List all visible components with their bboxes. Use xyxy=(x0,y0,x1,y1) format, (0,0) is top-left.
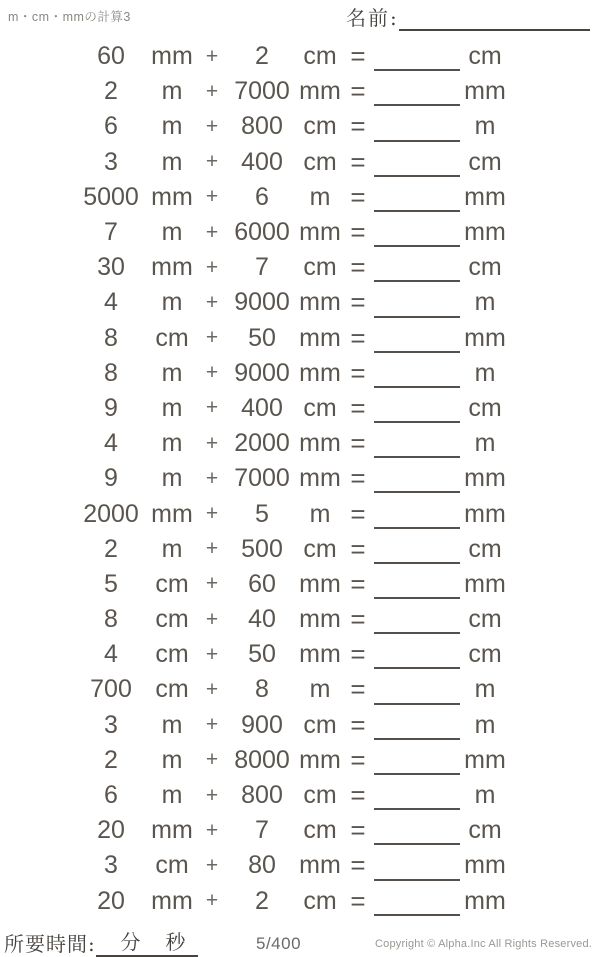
answer-unit: mm xyxy=(464,182,506,211)
equals-sign: = xyxy=(350,287,366,318)
plus-operator: + xyxy=(205,607,219,631)
equals-sign: = xyxy=(350,780,366,811)
operand2-unit: m xyxy=(309,182,331,211)
equals-sign: = xyxy=(350,744,366,775)
equals-sign: = xyxy=(350,639,366,670)
operand2-unit: cm xyxy=(303,112,337,141)
operand2-unit: mm xyxy=(299,605,341,634)
operand1-value: 5000 xyxy=(83,182,139,211)
answer-blank-line xyxy=(374,39,460,71)
answer-blank-line xyxy=(374,461,460,493)
operand1-value: 60 xyxy=(97,42,125,71)
operand2-unit: m xyxy=(309,675,331,704)
equals-sign: = xyxy=(350,392,366,423)
problems-list xyxy=(0,39,600,919)
operand1-value: 20 xyxy=(97,886,125,915)
problem-row xyxy=(0,848,600,883)
problem-row xyxy=(0,532,600,567)
operand2-value: 6 xyxy=(255,182,269,211)
answer-unit: m xyxy=(474,358,496,387)
answer-unit: cm xyxy=(468,42,502,71)
answer-unit: cm xyxy=(468,534,502,563)
operand1-unit: cm xyxy=(155,605,189,634)
plus-operator: + xyxy=(205,502,219,526)
answer-blank-line xyxy=(374,532,460,564)
equals-sign: = xyxy=(350,885,366,916)
plus-operator: + xyxy=(205,889,219,913)
answer-unit: mm xyxy=(464,499,506,528)
operand1-unit: mm xyxy=(151,253,193,282)
answer-unit: mm xyxy=(464,323,506,352)
operand2-value: 2 xyxy=(255,886,269,915)
equals-sign: = xyxy=(350,41,366,72)
operand2-unit: cm xyxy=(303,147,337,176)
operand2-unit: cm xyxy=(303,816,337,845)
problem-row xyxy=(0,39,600,74)
operand1-unit: m xyxy=(161,147,183,176)
answer-unit: mm xyxy=(464,851,506,880)
answer-blank-line xyxy=(374,426,460,458)
operand2-value: 7000 xyxy=(234,77,290,106)
operand2-value: 2 xyxy=(255,42,269,71)
operand1-value: 4 xyxy=(104,429,118,458)
problem-row xyxy=(0,602,600,637)
equals-sign: = xyxy=(350,498,366,529)
problem-row xyxy=(0,426,600,461)
operand1-value: 20 xyxy=(97,816,125,845)
operand1-unit: mm xyxy=(151,42,193,71)
problem-row xyxy=(0,74,600,109)
name-label: 名前: xyxy=(346,6,399,30)
equals-sign: = xyxy=(350,428,366,459)
plus-operator: + xyxy=(205,572,219,596)
operand2-unit: mm xyxy=(299,851,341,880)
operand1-value: 7 xyxy=(104,218,118,247)
operand2-unit: mm xyxy=(299,745,341,774)
operand1-unit: m xyxy=(161,77,183,106)
time-required-label: 所要時間: xyxy=(4,932,96,956)
plus-operator: + xyxy=(205,220,219,244)
operand1-value: 3 xyxy=(104,147,118,176)
time-blank-line xyxy=(96,930,198,957)
operand2-unit: cm xyxy=(303,393,337,422)
answer-unit: cm xyxy=(468,393,502,422)
answer-blank-line xyxy=(374,778,460,810)
equals-sign: = xyxy=(350,76,366,107)
operand1-value: 6 xyxy=(104,781,118,810)
problem-row xyxy=(0,215,600,250)
operand2-value: 8000 xyxy=(234,745,290,774)
problem-row xyxy=(0,637,600,672)
operand2-unit: mm xyxy=(299,429,341,458)
operand2-unit: mm xyxy=(299,77,341,106)
answer-blank-line xyxy=(374,285,460,317)
time-required-block xyxy=(4,928,198,957)
plus-operator: + xyxy=(205,466,219,490)
answer-blank-line xyxy=(374,145,460,177)
problem-row xyxy=(0,708,600,743)
equals-sign: = xyxy=(350,181,366,212)
plus-operator: + xyxy=(205,326,219,350)
operand1-unit: m xyxy=(161,218,183,247)
operand2-value: 400 xyxy=(241,147,283,176)
operand2-value: 6000 xyxy=(234,218,290,247)
operand2-value: 50 xyxy=(248,323,276,352)
plus-operator: + xyxy=(205,185,219,209)
equals-sign: = xyxy=(350,850,366,881)
operand2-value: 500 xyxy=(241,534,283,563)
operand1-unit: m xyxy=(161,358,183,387)
worksheet-title: m・cm・mmの計算3 xyxy=(8,10,131,24)
operand1-unit: m xyxy=(161,534,183,563)
answer-blank-line xyxy=(374,567,460,599)
plus-operator: + xyxy=(205,150,219,174)
operand2-value: 60 xyxy=(248,569,276,598)
operand2-value: 2000 xyxy=(234,429,290,458)
seconds-label: 秒 xyxy=(165,930,186,954)
answer-unit: mm xyxy=(464,886,506,915)
operand1-unit: mm xyxy=(151,886,193,915)
answer-unit: m xyxy=(474,710,496,739)
answer-unit: m xyxy=(474,288,496,317)
operand1-value: 8 xyxy=(104,323,118,352)
operand1-value: 4 xyxy=(104,640,118,669)
operand1-unit: cm xyxy=(155,675,189,704)
operand1-value: 30 xyxy=(97,253,125,282)
plus-operator: + xyxy=(205,396,219,420)
equals-sign: = xyxy=(350,111,366,142)
operand2-value: 7 xyxy=(255,816,269,845)
operand2-value: 800 xyxy=(241,112,283,141)
equals-sign: = xyxy=(350,709,366,740)
answer-unit: mm xyxy=(464,464,506,493)
equals-sign: = xyxy=(350,674,366,705)
operand2-unit: cm xyxy=(303,710,337,739)
operand2-value: 800 xyxy=(241,781,283,810)
operand2-value: 7 xyxy=(255,253,269,282)
operand2-unit: mm xyxy=(299,323,341,352)
equals-sign: = xyxy=(350,533,366,564)
operand1-unit: mm xyxy=(151,182,193,211)
answer-blank-line xyxy=(374,637,460,669)
operand2-value: 400 xyxy=(241,393,283,422)
answer-unit: m xyxy=(474,781,496,810)
plus-operator: + xyxy=(205,79,219,103)
answer-blank-line xyxy=(374,109,460,141)
answer-blank-line xyxy=(374,496,460,528)
answer-unit: m xyxy=(474,675,496,704)
answer-unit: m xyxy=(474,112,496,141)
page-number: 5/400 xyxy=(256,934,302,953)
problem-row xyxy=(0,109,600,144)
operand2-value: 5 xyxy=(255,499,269,528)
operand1-unit: m xyxy=(161,288,183,317)
equals-sign: = xyxy=(350,217,366,248)
problem-row xyxy=(0,884,600,919)
problem-row xyxy=(0,496,600,531)
plus-operator: + xyxy=(205,114,219,138)
operand2-value: 7000 xyxy=(234,464,290,493)
operand1-value: 8 xyxy=(104,605,118,634)
answer-blank-line xyxy=(374,74,460,106)
problem-row xyxy=(0,391,600,426)
operand1-value: 4 xyxy=(104,288,118,317)
answer-unit: cm xyxy=(468,147,502,176)
equals-sign: = xyxy=(350,463,366,494)
plus-operator: + xyxy=(205,818,219,842)
operand2-unit: cm xyxy=(303,534,337,563)
operand1-unit: mm xyxy=(151,499,193,528)
operand1-value: 6 xyxy=(104,112,118,141)
answer-unit: mm xyxy=(464,745,506,774)
operand1-unit: m xyxy=(161,745,183,774)
plus-operator: + xyxy=(205,853,219,877)
answer-blank-line xyxy=(374,356,460,388)
plus-operator: + xyxy=(205,677,219,701)
operand2-value: 80 xyxy=(248,851,276,880)
problem-row xyxy=(0,145,600,180)
problem-row xyxy=(0,567,600,602)
plus-operator: + xyxy=(205,431,219,455)
operand2-value: 8 xyxy=(255,675,269,704)
plus-operator: + xyxy=(205,44,219,68)
operand2-unit: cm xyxy=(303,42,337,71)
answer-blank-line xyxy=(374,672,460,704)
answer-unit: mm xyxy=(464,218,506,247)
answer-blank-line xyxy=(374,708,460,740)
plus-operator: + xyxy=(205,537,219,561)
copyright-notice: Copyright © Alpha.Inc All Rights Reserved. xyxy=(375,938,593,950)
operand1-unit: m xyxy=(161,710,183,739)
plus-operator: + xyxy=(205,748,219,772)
operand2-unit: mm xyxy=(299,358,341,387)
plus-operator: + xyxy=(205,713,219,737)
operand1-value: 3 xyxy=(104,710,118,739)
answer-blank-line xyxy=(374,884,460,916)
operand2-unit: mm xyxy=(299,569,341,598)
problem-row xyxy=(0,672,600,707)
answer-blank-line xyxy=(374,215,460,247)
problem-row xyxy=(0,356,600,391)
operand1-unit: cm xyxy=(155,323,189,352)
operand2-unit: mm xyxy=(299,464,341,493)
operand2-unit: mm xyxy=(299,218,341,247)
plus-operator: + xyxy=(205,361,219,385)
operand2-unit: cm xyxy=(303,781,337,810)
answer-blank-line xyxy=(374,321,460,353)
equals-sign: = xyxy=(350,357,366,388)
equals-sign: = xyxy=(350,568,366,599)
operand1-unit: m xyxy=(161,393,183,422)
operand1-value: 5 xyxy=(104,569,118,598)
answer-unit: cm xyxy=(468,816,502,845)
operand2-unit: mm xyxy=(299,288,341,317)
equals-sign: = xyxy=(350,252,366,283)
operand2-value: 9000 xyxy=(234,358,290,387)
operand2-unit: cm xyxy=(303,253,337,282)
operand1-unit: cm xyxy=(155,569,189,598)
operand1-unit: cm xyxy=(155,640,189,669)
plus-operator: + xyxy=(205,255,219,279)
operand2-value: 900 xyxy=(241,710,283,739)
answer-blank-line xyxy=(374,848,460,880)
answer-blank-line xyxy=(374,180,460,212)
answer-blank-line xyxy=(374,602,460,634)
operand2-unit: m xyxy=(309,499,331,528)
answer-blank-line xyxy=(374,813,460,845)
operand2-unit: mm xyxy=(299,640,341,669)
minutes-label: 分 xyxy=(120,930,141,954)
plus-operator: + xyxy=(205,783,219,807)
operand1-value: 700 xyxy=(90,675,132,704)
plus-operator: + xyxy=(205,290,219,314)
operand1-unit: cm xyxy=(155,851,189,880)
operand1-value: 2 xyxy=(104,534,118,563)
operand1-unit: m xyxy=(161,781,183,810)
answer-unit: cm xyxy=(468,640,502,669)
operand1-unit: m xyxy=(161,429,183,458)
operand2-value: 9000 xyxy=(234,288,290,317)
problem-row xyxy=(0,321,600,356)
answer-unit: m xyxy=(474,429,496,458)
name-field-block xyxy=(346,2,590,31)
operand1-value: 2 xyxy=(104,745,118,774)
problem-row xyxy=(0,180,600,215)
answer-blank-line xyxy=(374,743,460,775)
problem-row xyxy=(0,743,600,778)
operand2-unit: cm xyxy=(303,886,337,915)
operand1-value: 9 xyxy=(104,464,118,493)
plus-operator: + xyxy=(205,642,219,666)
problem-row xyxy=(0,250,600,285)
equals-sign: = xyxy=(350,815,366,846)
operand1-value: 2000 xyxy=(83,499,139,528)
operand1-value: 8 xyxy=(104,358,118,387)
problem-row xyxy=(0,461,600,496)
answer-unit: mm xyxy=(464,77,506,106)
answer-unit: mm xyxy=(464,569,506,598)
operand1-value: 2 xyxy=(104,77,118,106)
answer-unit: cm xyxy=(468,253,502,282)
answer-blank-line xyxy=(374,391,460,423)
equals-sign: = xyxy=(350,604,366,635)
operand1-value: 9 xyxy=(104,393,118,422)
equals-sign: = xyxy=(350,146,366,177)
operand2-value: 50 xyxy=(248,640,276,669)
name-blank-line xyxy=(399,5,590,31)
equals-sign: = xyxy=(350,322,366,353)
operand1-unit: m xyxy=(161,464,183,493)
answer-unit: cm xyxy=(468,605,502,634)
operand1-unit: m xyxy=(161,112,183,141)
answer-blank-line xyxy=(374,250,460,282)
operand2-value: 40 xyxy=(248,605,276,634)
operand1-value: 3 xyxy=(104,851,118,880)
problem-row xyxy=(0,813,600,848)
operand1-unit: mm xyxy=(151,816,193,845)
problem-row xyxy=(0,778,600,813)
problem-row xyxy=(0,285,600,320)
